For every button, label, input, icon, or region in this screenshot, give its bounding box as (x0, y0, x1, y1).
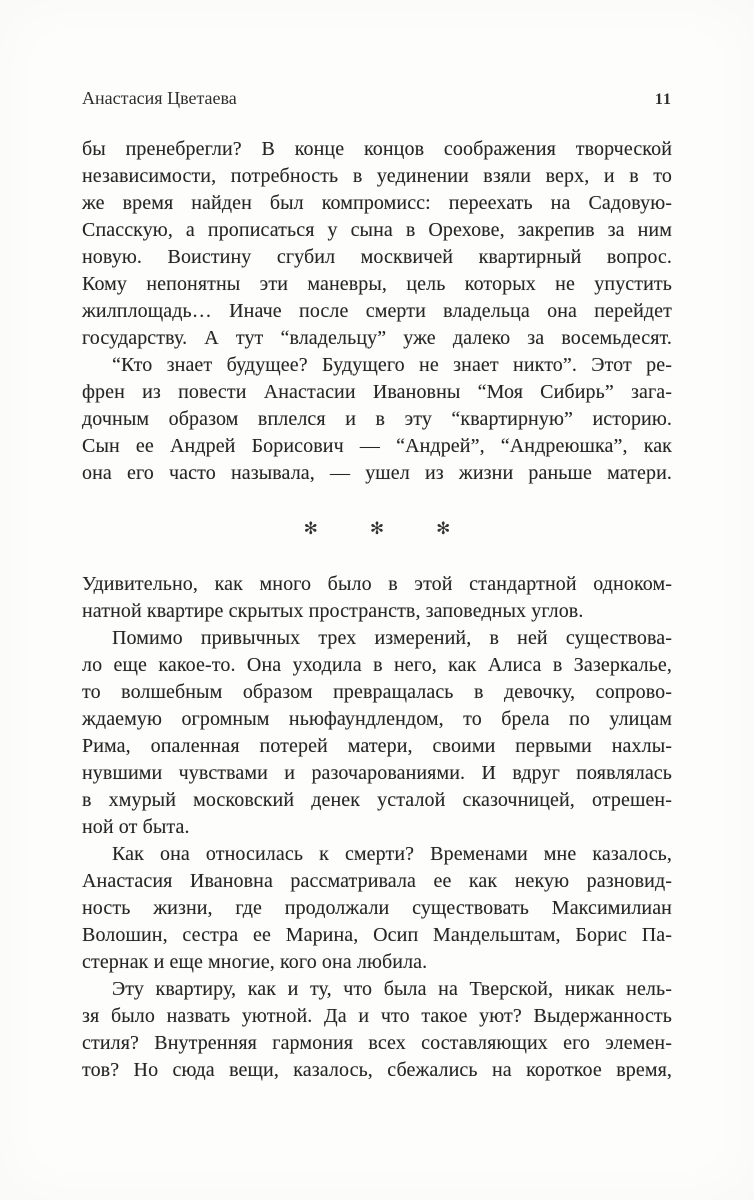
text-line: в хмурый московский денек усталой сказочницей, отрешен- (82, 789, 672, 811)
page-number: 11 (654, 91, 672, 108)
asterisk-glyph: ✻ (303, 519, 318, 539)
section-divider (82, 487, 672, 571)
text-line: Как она относилась к смерти? Временами мне казалось, (112, 843, 672, 865)
running-head-author: Анастасия Цветаева (82, 88, 237, 108)
text-line: то волшебным образом превращалась в девочку, сопрово- (82, 681, 672, 703)
text-line: Спасскую, а прописаться у сына в Орехове, закрепив за ним (82, 219, 672, 241)
text-line: “Кто знает будущее? Будущего не знает никто”. Этот ре- (112, 354, 672, 376)
text-line: стиля? Внутренняя гармония всех составляющих его элемен- (82, 1032, 672, 1054)
text-line: бы пренебрегли? В конце концов соображения творческой (82, 138, 672, 160)
text-line: Помимо привычных трех измерений, в ней существова- (112, 627, 672, 649)
text-line: Рима, опаленная потерей матери, своими первыми нахлы- (82, 735, 672, 757)
body-text (82, 136, 672, 1084)
text-line: она его часто называла, — ушел из жизни раньше матери. (82, 462, 672, 484)
text-line: Волошин, сестра ее Марина, Осип Мандельштам, Борис Па- (82, 924, 672, 946)
text-line: Эту квартиру, как и ту, что была на Тверской, никак нель- (112, 978, 672, 1000)
text-line: жилплощадь… Иначе после смерти владельца она перейдет (82, 300, 672, 322)
text-line: ность жизни, где продолжали существовать Максимилиан (82, 897, 672, 919)
text-line: ной от быта. (82, 816, 190, 838)
text-line: ждаемую огромным ньюфаундлендом, то брела по улицам (82, 708, 672, 730)
paragraph (82, 352, 672, 487)
paragraph (82, 136, 672, 352)
text-line: независимости, потребность в уединении взяли верх, и в то (82, 165, 672, 187)
paragraph (82, 571, 672, 625)
paragraph (82, 976, 672, 1084)
text-line: Удивительно, как много было в этой стандартной одноком- (82, 573, 672, 595)
paragraph (82, 841, 672, 976)
text-line: ло еще какое-то. Она уходила в него, как Алиса в Зазеркалье, (82, 654, 672, 676)
asterisk-glyph: ✻ (436, 519, 451, 539)
text-line: же время найден был компромисс: переехать на Садовую- (82, 192, 672, 214)
text-line: Сын ее Андрей Борисович — “Андрей”, “Андреюшка”, как (82, 435, 672, 457)
page-header (82, 88, 672, 109)
text-line: Кому непонятны эти маневры, цель которых не упустить (82, 273, 672, 295)
text-line: тов? Но сюда вещи, казалось, сбежались на короткое время, (82, 1059, 672, 1081)
text-line: френ из повести Анастасии Ивановны “Моя Сибирь” зага- (82, 381, 672, 403)
text-line: зя было назвать уютной. Да и что такое уют? Выдержанность (82, 1005, 672, 1027)
text-line: натной квартире скрытых пространств, заповедных углов. (82, 600, 584, 622)
text-line: государству. А тут “владельцу” уже далеко за восемьдесят. (82, 327, 672, 349)
text-line: дочным образом вплелся и в эту “квартирную” историю. (82, 408, 672, 430)
asterisk-glyph: ✻ (369, 519, 385, 539)
text-line: стернак и еще многие, кого она любила. (82, 951, 428, 973)
text-line: новую. Воистину сгубил москвичей квартирный вопрос. (82, 246, 672, 268)
text-line: Анастасия Ивановна рассматривала ее как некую разновид- (82, 870, 672, 892)
paragraph (82, 625, 672, 841)
text-line: нувшими чувствами и разочарованиями. И вдруг появлялась (82, 762, 672, 784)
